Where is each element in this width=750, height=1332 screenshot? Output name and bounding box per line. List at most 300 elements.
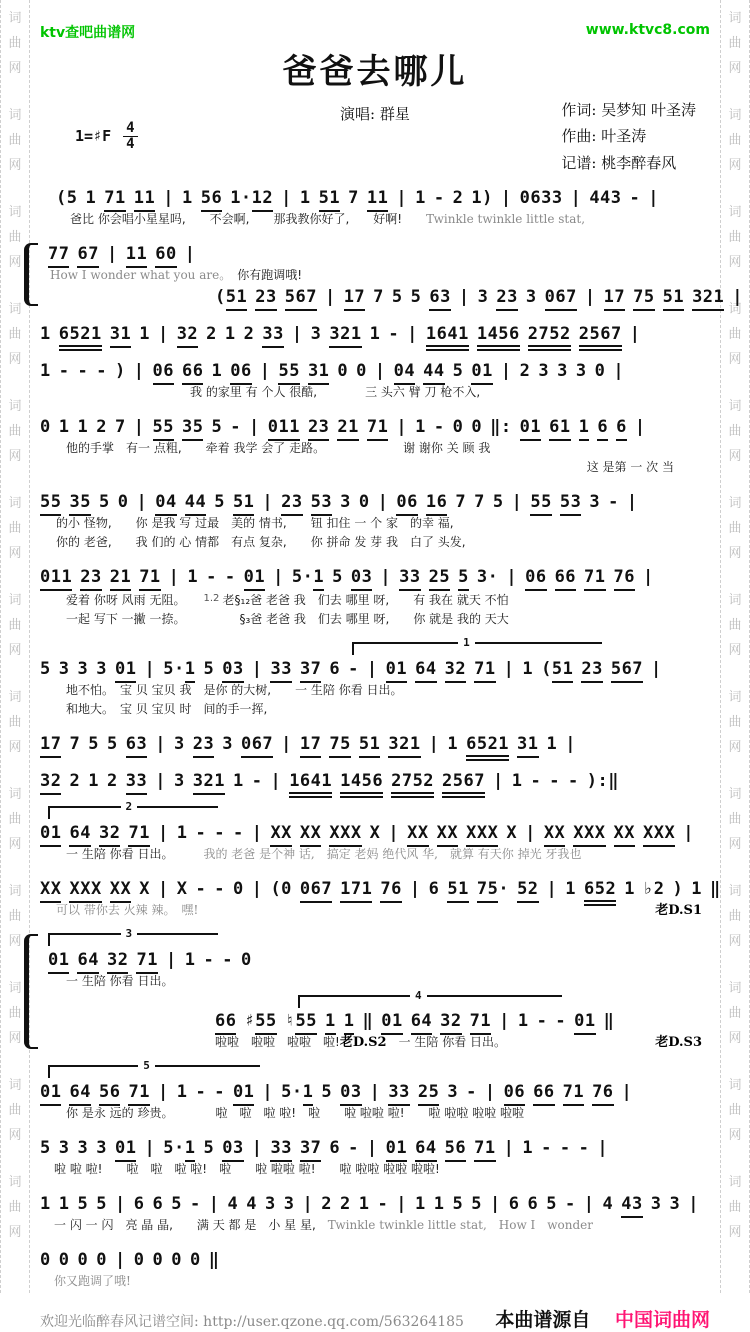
beam-group: 04 [155, 492, 176, 516]
notation-token: 3 [340, 491, 351, 512]
beam-group-double: 1641 [426, 324, 469, 351]
notation-token [107, 948, 128, 972]
lyrics-line [56, 514, 710, 533]
source-site[interactable]: 中国词曲网 [614, 1308, 710, 1331]
notation-token: | [634, 416, 646, 437]
lyric-segment: 啦 啦 啦! 啦 啦 啦 啦! 啦 啦 啦啦 啦! 啦 啦啦 啦啦 啦啦! [54, 1161, 440, 1176]
notation-token: 5 [171, 1193, 182, 1214]
notation-token [517, 877, 538, 901]
notation-line [40, 359, 710, 383]
beam-group: 51 [552, 659, 573, 683]
lyric-segment: 一 生陪 你看 日出。 [66, 973, 174, 988]
source-line [495, 1305, 710, 1332]
notation-token [278, 359, 299, 383]
notation-token: | [115, 1193, 126, 1214]
notation-token: - [565, 1193, 576, 1214]
notation-token [388, 732, 420, 756]
watermark-char: 词 [728, 399, 742, 414]
notation-token: 3 [283, 1193, 295, 1214]
notation-token: 3 [222, 733, 233, 754]
watermark-char: 曲 [728, 618, 742, 633]
notation-token: 1 [181, 187, 193, 208]
notation-token [177, 322, 198, 346]
notation-token [471, 359, 492, 383]
notation-token: - [466, 1081, 477, 1102]
watermark-char: 网 [728, 61, 742, 76]
notation-token: 0 [358, 491, 370, 512]
beam-group: 6 [597, 417, 608, 441]
beam-group: 55 [40, 492, 61, 516]
notation-token: | [115, 1249, 126, 1270]
notation-token: - [251, 770, 263, 791]
lyric-segment: 这 是第 一 次 当 [586, 459, 674, 474]
beam-group: 71 [474, 1138, 495, 1162]
watermark-char: 网 [728, 1225, 742, 1240]
notation-token: | [144, 1137, 156, 1158]
notation-token: | [503, 658, 515, 679]
notation-token [344, 1009, 355, 1033]
beam-group: 33 [388, 1082, 409, 1106]
notation-token [442, 769, 485, 793]
notation-token: - [230, 416, 241, 437]
source-label: 本曲谱源自 [495, 1308, 591, 1331]
watermark-char: 词 [8, 593, 22, 608]
watermark-left [0, 0, 30, 1293]
beam-group: 55 [295, 1011, 316, 1035]
notation-token: | [157, 1081, 169, 1102]
notation-token [437, 821, 458, 845]
notation-token [466, 732, 509, 756]
qzone-line [40, 1311, 464, 1331]
watermark-char: 网 [728, 546, 742, 561]
beam-group-double: 2752 [528, 324, 571, 351]
notation-token [447, 877, 468, 901]
notation-token: | [626, 491, 638, 512]
beam-group: 1 [344, 1011, 355, 1035]
notation-token: 4 [246, 1193, 257, 1214]
notation-token: | [259, 360, 271, 381]
notation-token [270, 657, 291, 681]
notation-token [592, 1080, 613, 1104]
beam-group: 067 [241, 734, 273, 758]
watermark-char: 曲 [728, 327, 742, 342]
watermark-char: 网 [728, 352, 742, 367]
notation-token [80, 565, 101, 589]
beam-group: XX [544, 823, 565, 847]
score-system [40, 635, 710, 719]
beam-group: 55 [530, 492, 551, 516]
watermark-char: 网 [8, 449, 22, 464]
lyrics-line [70, 210, 710, 229]
notation-token: 1 [232, 770, 244, 791]
notation-token [241, 732, 273, 756]
notation-token [411, 1009, 432, 1033]
notation-token: 1 [139, 323, 150, 344]
notation-token [182, 415, 203, 439]
lyrics-line [66, 845, 710, 864]
watermark-char: 曲 [8, 1006, 22, 1021]
notation-token: | [565, 733, 577, 754]
notation-token: 5·1 [163, 1136, 195, 1160]
lyrics-line [66, 972, 710, 991]
notation-token [270, 821, 291, 845]
notation-token: 3 [589, 491, 601, 512]
beam-group: 01 [574, 1011, 595, 1035]
score-system [40, 415, 710, 477]
notation-token [407, 821, 428, 845]
lyric-segment: 啦啦 啦啦 啦啦 啦! [215, 1034, 340, 1049]
notation-token: 3 [447, 1081, 459, 1102]
beam-group: 21 [110, 567, 131, 591]
notation-token: | [493, 770, 504, 791]
beam-group: 71 [128, 823, 149, 847]
volta-number: 4 [410, 989, 427, 1002]
notation-token: 6 [527, 1193, 539, 1214]
notation-token [155, 490, 176, 514]
notation-token: | [262, 491, 274, 512]
notation-token [222, 657, 243, 681]
notation-token: 5 [40, 658, 51, 679]
notation-token: 1 [369, 323, 381, 344]
notation-token [40, 769, 61, 793]
lyric-segment: 老§₁₂爸 老爸 我 们去 哪里 呀, 有 我在 就天 不怕 [222, 592, 509, 607]
beam-group: 31 [110, 324, 131, 348]
beam-group: 51 [447, 879, 468, 903]
watermark-char: 曲 [728, 812, 742, 827]
notation-token: ♭2 [643, 878, 665, 899]
lyric-segment: 一 生陪 你看 日出。 [386, 1034, 507, 1049]
site-link[interactable]: ktv查吧曲谱网 [40, 25, 136, 41]
notation-token [426, 490, 447, 514]
beam-group: 06 [153, 361, 174, 385]
notation-token: 3 [575, 360, 587, 381]
beam-group: 01 [40, 823, 61, 847]
notation-token: 5 [492, 491, 504, 512]
score-system [40, 322, 710, 346]
notation-token [69, 490, 90, 514]
beam-group: 33 [270, 1138, 291, 1162]
watermark-char: 网 [8, 158, 22, 173]
notation-token [48, 948, 69, 972]
beam-group: 51 [319, 188, 340, 212]
notation-token: - [195, 1081, 207, 1102]
notation-line [40, 415, 710, 439]
beam-group: XX [40, 879, 61, 903]
beam-group: 01 [471, 361, 492, 385]
notation-token [126, 732, 147, 756]
notation-token [555, 565, 576, 589]
beam-group: 06 [396, 492, 417, 516]
lyrics-line [54, 1272, 710, 1291]
notation-token [77, 242, 98, 266]
watermark-char: 词 [8, 787, 22, 802]
notation-token: | [570, 187, 582, 208]
beam-group: 51 [226, 287, 247, 311]
notation-token [621, 1192, 642, 1216]
watermark-char: 词 [8, 690, 22, 705]
notation-token [337, 415, 358, 439]
beam-group: 64 [77, 950, 98, 974]
lyric-segment: 我 的家里 有 个人 很酷, 三 头六 臂 刀 枪不入, [190, 384, 481, 399]
beam-group: 1 [325, 1011, 336, 1035]
notation-token [59, 322, 102, 346]
beam-group: 64 [411, 1011, 432, 1035]
score-system [40, 926, 710, 1052]
notation-token [581, 657, 602, 681]
beam-group: XXX [329, 823, 361, 847]
beam-group: 01 [381, 1011, 402, 1035]
notation-token: 3 [538, 360, 550, 381]
notation-token: 5·1 [292, 565, 324, 589]
notation-token: | [484, 1081, 496, 1102]
notation-token: 1 [522, 658, 534, 679]
notation-token: | [648, 187, 660, 208]
ds-marker: 老D.S3 [655, 1034, 702, 1050]
notation-token: 6 [508, 1193, 520, 1214]
watermark-char: 曲 [728, 133, 742, 148]
beam-group: 35 [69, 492, 90, 516]
beam-group: 33 [262, 324, 283, 348]
notation-token: 7 [373, 286, 384, 307]
notation-token [329, 322, 361, 346]
notation-token: 4 [227, 1193, 239, 1214]
beam-group: 56 [201, 188, 222, 212]
beam-group: 06 [230, 361, 251, 385]
watermark-char: 网 [728, 740, 742, 755]
notation-token: 2 [519, 360, 531, 381]
notation-token [325, 1009, 336, 1033]
notation-token: | [458, 286, 470, 307]
notation-token: 3 [96, 658, 107, 679]
notation-token: | [366, 1137, 378, 1158]
time-beat-type: 4 [126, 135, 135, 152]
notation-token: 1 [447, 733, 459, 754]
beam-group: 66 [215, 1011, 236, 1035]
beam-group: 76 [380, 879, 401, 903]
watermark-char: 词 [728, 496, 742, 511]
notation-token: - [195, 878, 207, 899]
notation-token: 3 [58, 1137, 70, 1158]
beam-group: XXX [643, 823, 675, 847]
beam-group: 01 [115, 1138, 136, 1162]
beam-group: 31 [308, 361, 329, 385]
notation-token: | [500, 187, 512, 208]
watermark-char: 词 [728, 884, 742, 899]
beam-group: 66 [555, 567, 576, 591]
notation-token [560, 490, 581, 514]
notation-token: - [629, 187, 641, 208]
beam-group: 1 [185, 659, 196, 683]
beam-group: 37 [300, 1138, 321, 1162]
beam-group: 23 [581, 659, 602, 683]
notation-token [466, 821, 498, 845]
notation-token: 5 [203, 1137, 215, 1158]
watermark-right [720, 0, 750, 1293]
beam-group: 66 [533, 1082, 554, 1106]
notation-token: 0 [133, 1249, 145, 1270]
notation-token: | [262, 1081, 274, 1102]
notation-token [351, 565, 372, 589]
watermark-char: 词 [728, 1175, 742, 1190]
sheet-content [40, 0, 744, 1332]
notation-token: 7 [69, 733, 81, 754]
watermark-char: 曲 [728, 230, 742, 245]
notation-token: | [273, 566, 284, 587]
notation-token: 6 [329, 658, 341, 679]
notation-token: 2 [321, 1193, 332, 1214]
notation-token: - [203, 949, 215, 970]
beam-group: 067 [300, 879, 332, 903]
key-signature [40, 97, 210, 176]
notation-token [525, 565, 546, 589]
score-system [40, 799, 710, 864]
notation-token [573, 821, 605, 845]
beam-group: 32 [99, 823, 120, 847]
beam-group: 33 [399, 567, 420, 591]
notation-token [262, 322, 283, 346]
qzone-url[interactable]: http://user.qzone.qq.com/563264185 [203, 1313, 464, 1330]
beam-group: 567 [285, 287, 317, 311]
beam-group: 71 [563, 1082, 584, 1106]
beam-group: XX [407, 823, 428, 847]
lyrics-line [66, 439, 710, 458]
notation-token: 3 [525, 286, 537, 307]
notation-token: | [157, 323, 169, 344]
notation-token [128, 821, 149, 845]
watermark-char: 网 [728, 158, 742, 173]
notation-token [115, 1136, 136, 1160]
site-url-link[interactable]: www.ktvc8.com [585, 22, 710, 38]
lyric-segment: 可以 带你去 火辣 辣。 嘿! [56, 902, 199, 917]
time-beats: 4 [123, 121, 137, 137]
notation-token: (0 [270, 878, 292, 899]
lyric-segment: 你又跑调了哦! [54, 1273, 131, 1288]
notation-token: 443 [589, 187, 622, 208]
notation-line [56, 186, 710, 210]
beam-group: 53 [560, 492, 581, 516]
notation-token: 2 [106, 770, 118, 791]
notation-token [359, 732, 380, 756]
notation-token: 1 [88, 770, 99, 791]
notation-token [367, 415, 388, 439]
beam-group: 71 [136, 950, 157, 974]
beam-group: 33 [270, 659, 291, 683]
lyric-segment: 你有跑调哦! [225, 267, 303, 282]
beam-group: 61 [549, 417, 570, 441]
notation-token: 2 [243, 323, 255, 344]
beam-group: 17 [604, 287, 625, 311]
lyrics-line [215, 1033, 710, 1052]
beam-group: 32 [107, 950, 128, 974]
beam-group: 1 [313, 567, 324, 591]
beam-group: XXX [69, 879, 101, 903]
watermark-char: 网 [8, 61, 22, 76]
system-brace [24, 243, 38, 306]
notation-token: - [608, 491, 619, 512]
beam-group: 60 [155, 244, 176, 268]
notation-token: 0 [594, 360, 606, 381]
beam-group: 1 [579, 417, 590, 441]
lyric-segment: 你的 老爸, 我 们的 心 情都 有点 复杂, 你 拼命 发 芽 我 白了 头发, [56, 534, 466, 549]
beam-group: XXX [466, 823, 498, 847]
notation-token [233, 490, 254, 514]
notation-token: | [251, 822, 263, 843]
notation-token: - [559, 1137, 571, 1158]
beam-group: 23 [255, 287, 276, 311]
beam-group: 75 [633, 287, 654, 311]
notation-token: 0 [40, 416, 51, 437]
notation-token: | [621, 1081, 633, 1102]
notation-token [458, 565, 469, 589]
watermark-char: 曲 [728, 36, 742, 51]
watermark-char: 曲 [728, 1006, 742, 1021]
notation-token [110, 322, 131, 346]
watermark-char: 词 [8, 205, 22, 220]
notation-token [329, 821, 361, 845]
notation-line [40, 1192, 710, 1216]
lyrics-line [66, 589, 710, 610]
watermark-char: 网 [728, 1031, 742, 1046]
lyric-segment: 老D.S2 [339, 1034, 387, 1050]
notation-token: 0 [58, 1249, 70, 1270]
lyric-segment: 的小 怪物, 你 是我 写 过最 美的 情书, 钮 扣住 一 个 家 的幸 福, [56, 515, 454, 530]
notation-token: 1) [471, 187, 493, 208]
notation-token [597, 415, 608, 439]
beam-group: 31 [517, 734, 538, 758]
watermark-char: 曲 [8, 36, 22, 51]
notation-token [388, 1080, 409, 1104]
notation-token [533, 1080, 554, 1104]
notation-token [244, 565, 265, 589]
time-signature [123, 121, 137, 151]
credits [561, 97, 710, 176]
beam-group: 01 [244, 567, 265, 591]
watermark-char: 曲 [728, 1103, 742, 1118]
notation-token: (5 [56, 187, 78, 208]
notation-token: 5 [214, 491, 225, 512]
lyrics-line [66, 700, 710, 719]
beam-group: 01 [386, 1138, 407, 1162]
volta-bracket [48, 1058, 260, 1078]
notation-token [477, 322, 520, 346]
watermark-char: 曲 [8, 618, 22, 633]
watermark-char: 网 [728, 255, 742, 270]
score-system [40, 565, 710, 629]
lyric-segment: 爱着 你呀 风雨 无阻。 [66, 592, 204, 607]
notation-token: 1 [211, 360, 223, 381]
beam-group: 03 [351, 567, 372, 591]
notation-token [308, 359, 329, 383]
watermark-char: 网 [8, 1128, 22, 1143]
beam-group: 64 [69, 823, 90, 847]
score-system [40, 186, 710, 229]
watermark-char: 曲 [8, 521, 22, 536]
notation-token: | [377, 491, 389, 512]
notation-token: | [165, 949, 177, 970]
notation-token: ‖ [710, 878, 721, 899]
notation-token: 0 [190, 1249, 201, 1270]
notation-token: | [270, 770, 282, 791]
notation-token [201, 186, 222, 210]
notation-line [48, 948, 710, 972]
beam-group: 6 [616, 417, 627, 441]
notation-token [329, 732, 350, 756]
beam-group: 43 [621, 1194, 642, 1218]
notation-token: (51 [541, 657, 573, 681]
score-system [40, 1136, 710, 1179]
beam-group: 51 [663, 287, 684, 311]
notation-token: 5 [88, 733, 99, 754]
